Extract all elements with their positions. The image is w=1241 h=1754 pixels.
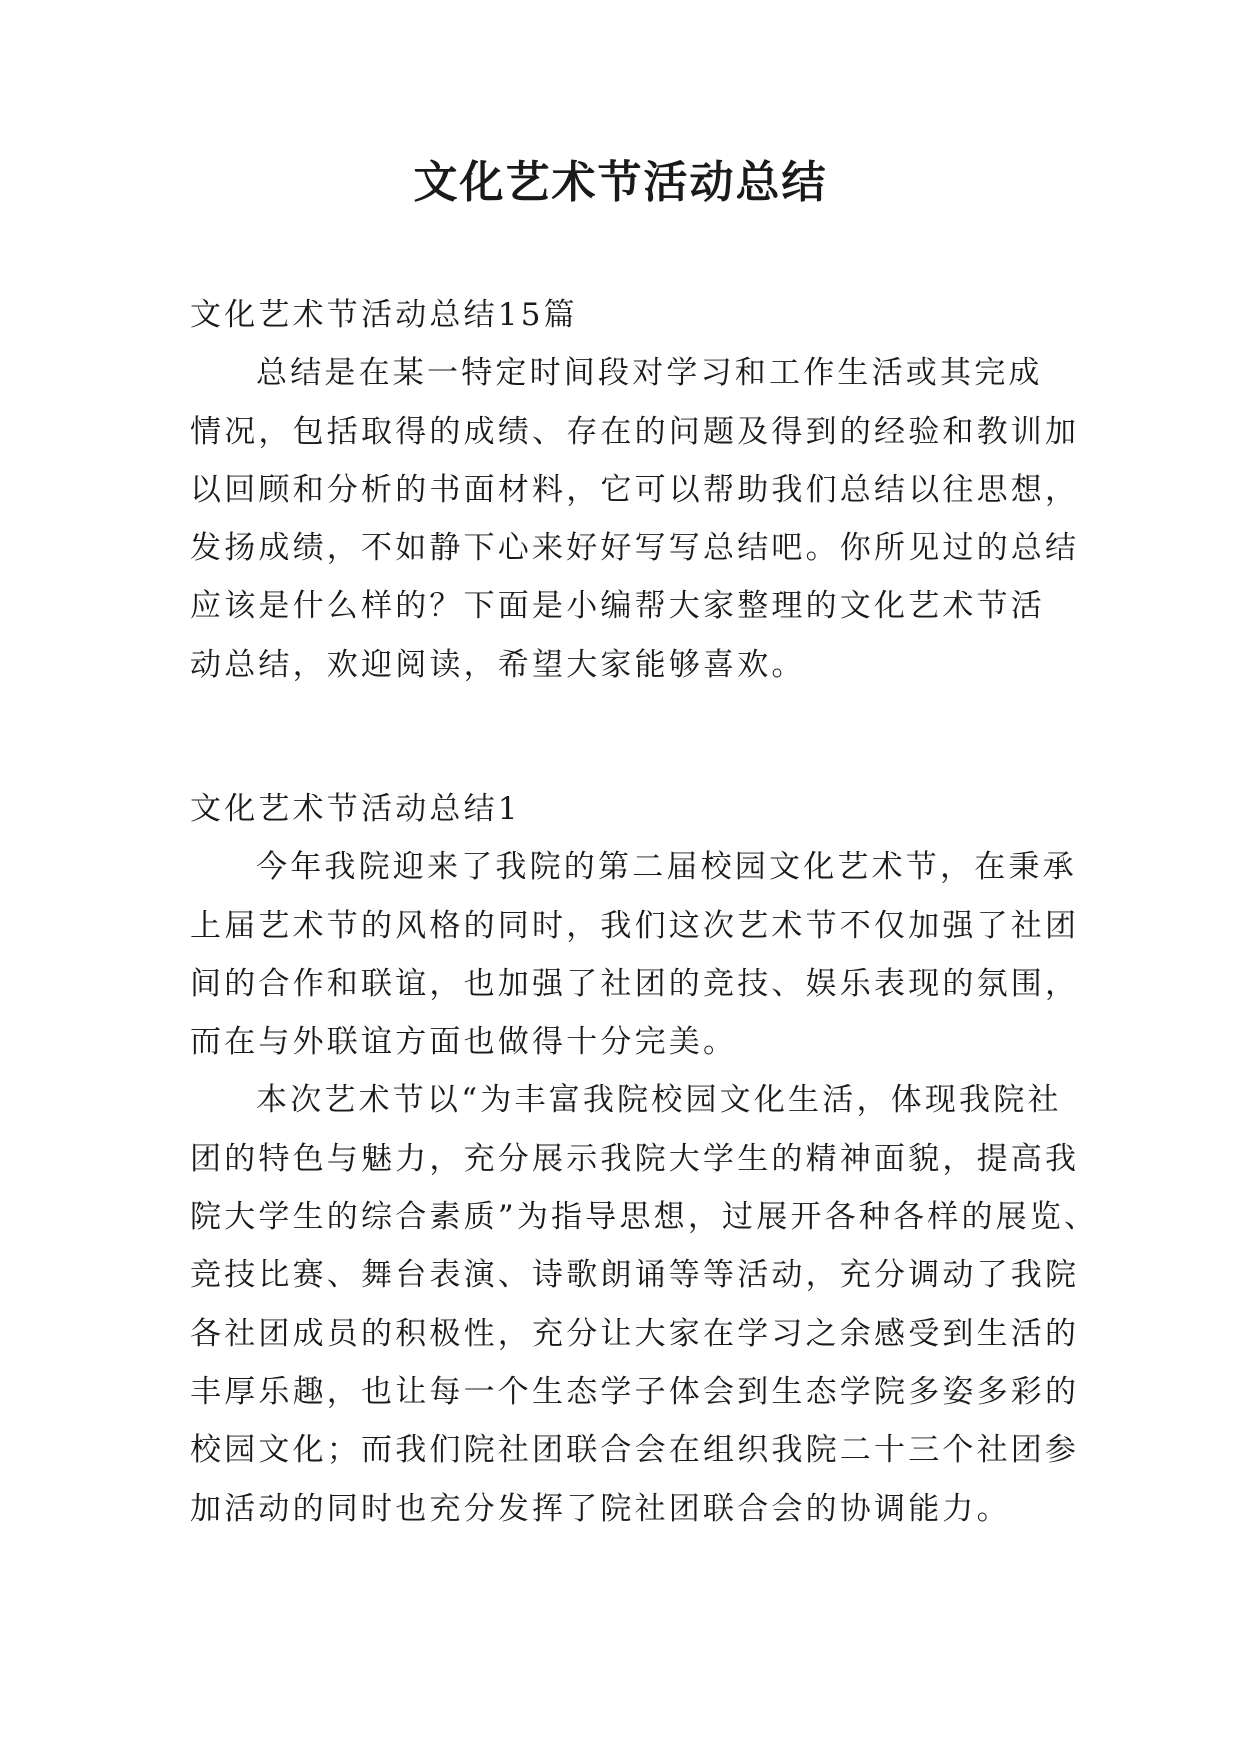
paragraph-line: 各社团成员的积极性，充分让大家在学习之余感受到生活的 bbox=[190, 1315, 1080, 1352]
paragraph-line: 丰厚乐趣，也让每一个生态学子体会到生态学院多姿多彩的 bbox=[190, 1373, 1080, 1410]
document-title: 文化艺术节活动总结 bbox=[413, 157, 828, 208]
paragraph-line: 间的合作和联谊，也加强了社团的竞技、娱乐表现的氛围， bbox=[190, 965, 1080, 1002]
paragraph-line: 本次艺术节以“为丰富我院校园文化生活，体现我院社 bbox=[256, 1082, 1062, 1119]
paragraph-line: 今年我院迎来了我院的第二届校园文化艺术节，在秉承 bbox=[256, 849, 1077, 886]
section-1-heading: 文化艺术节活动总结1 bbox=[190, 791, 521, 827]
paragraph-line: 竞技比赛、舞台表演、诗歌朗诵等等活动，充分调动了我院 bbox=[190, 1257, 1080, 1294]
paragraph-line: 团的特色与魅力，充分展示我院大学生的精神面貌，提高我 bbox=[190, 1140, 1080, 1177]
paragraph-line: 校园文化；而我们院社团联合会在组织我院二十三个社团参 bbox=[190, 1432, 1080, 1469]
intro-paragraph bbox=[190, 344, 1080, 694]
intro-line: 以回顾和分析的书面材料，它可以帮助我们总结以往思想， bbox=[190, 471, 1080, 508]
intro-line: 总结是在某一特定时间段对学习和工作生活或其完成 bbox=[256, 355, 1043, 392]
intro-block bbox=[190, 286, 1080, 694]
section-1-paragraph-1 bbox=[190, 838, 1080, 1071]
intro-line: 动总结，欢迎阅读，希望大家能够喜欢。 bbox=[190, 646, 806, 683]
paragraph-line: 加活动的同时也充分发挥了院社团联合会的协调能力。 bbox=[190, 1490, 1011, 1527]
section-1-block bbox=[190, 780, 1099, 1538]
intro-line: 发扬成绩，不如静下心来好好写写总结吧。你所见过的总结 bbox=[190, 530, 1080, 567]
paragraph-line: 而在与外联谊方面也做得十分完美。 bbox=[190, 1024, 738, 1061]
intro-line: 应该是什么样的？下面是小编帮大家整理的文化艺术节活 bbox=[190, 588, 1045, 625]
intro-line: 情况，包括取得的成绩、存在的问题及得到的经验和教训加 bbox=[190, 413, 1080, 450]
paragraph-line: 上届艺术节的风格的同时，我们这次艺术节不仅加强了社团 bbox=[190, 907, 1080, 944]
section-1-paragraph-2 bbox=[190, 1071, 1099, 1537]
paragraph-line: 院大学生的综合素质”为指导思想，过展开各种各样的展览、 bbox=[190, 1199, 1099, 1236]
intro-heading: 文化艺术节活动总结15篇 bbox=[190, 297, 578, 333]
